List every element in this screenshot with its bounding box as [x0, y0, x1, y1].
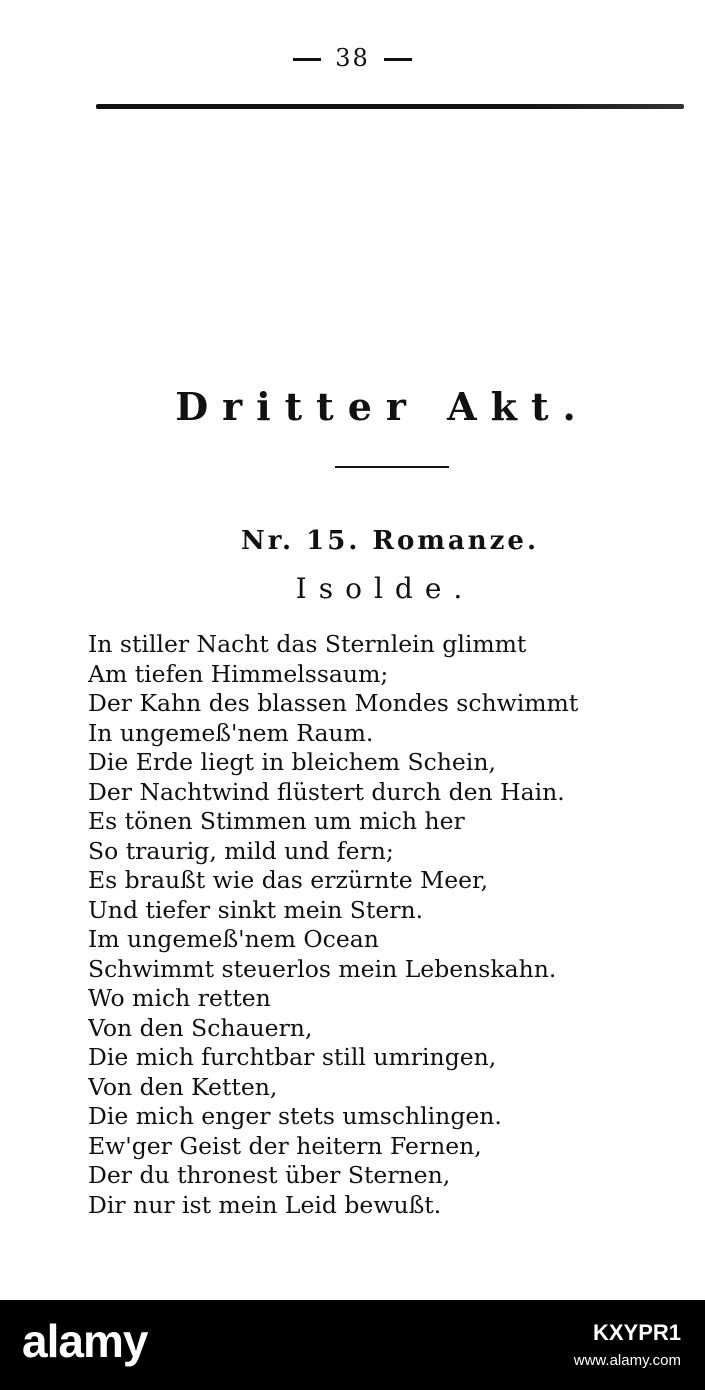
poem-line: In stiller Nacht das Sternlein glimmt — [88, 630, 527, 658]
alamy-logo: alamy — [22, 1315, 148, 1367]
dash-left — [293, 58, 321, 61]
poem-line: Es braußt wie das erzürnte Meer, — [88, 866, 489, 894]
poem-line: Im ungemeß'nem Ocean — [88, 925, 379, 953]
act-title: Dritter Akt. — [175, 384, 590, 429]
poem-line: Und tiefer sinkt mein Stern. — [88, 895, 424, 924]
footer-url: www.alamy.com — [573, 1352, 681, 1369]
poem-line: Schwimmt steuerlos mein Lebenskahn. — [88, 954, 557, 983]
poem-line: Ew'ger Geist der heitern Fernen, — [88, 1131, 482, 1160]
image-id: KXYPR1 — [592, 1320, 681, 1345]
poem-line: Von den Ketten, — [88, 1072, 278, 1101]
watermark-footer — [0, 1300, 705, 1390]
poem-line: Der Kahn des blassen Mondes schwimmt — [88, 689, 579, 717]
poem-line: Der du thronest über Sternen, — [88, 1161, 451, 1189]
poem-line: In ungemeß'nem Raum. — [88, 718, 374, 747]
poem-line: Die mich enger stets umschlingen. — [88, 1102, 502, 1130]
poem-line: So traurig, mild und fern; — [88, 836, 394, 865]
poem-line: Die Erde liegt in bleichem Schein, — [88, 748, 496, 776]
poem-line: Dir nur ist mein Leid bewußt. — [88, 1190, 442, 1219]
poem-line: Es tönen Stimmen um mich her — [88, 807, 465, 835]
poem-line: Die mich furchtbar still umringen, — [88, 1043, 497, 1071]
number-heading: Nr. 15. Romanze. — [240, 526, 540, 556]
poem-line: Der Nachtwind flüstert durch den Hain. — [88, 777, 565, 806]
poem-line: Von den Schauern, — [88, 1013, 313, 1042]
title-rule — [335, 466, 449, 468]
character-name: Isolde. — [295, 572, 475, 605]
header-rule — [96, 104, 684, 109]
poem-line: Am tiefen Himmelssaum; — [88, 659, 389, 688]
poem-line: Wo mich retten — [88, 984, 271, 1012]
poem — [88, 630, 628, 1220]
page-number — [0, 44, 705, 72]
dash-right — [384, 58, 412, 61]
page-number-text: 38 — [335, 44, 370, 72]
